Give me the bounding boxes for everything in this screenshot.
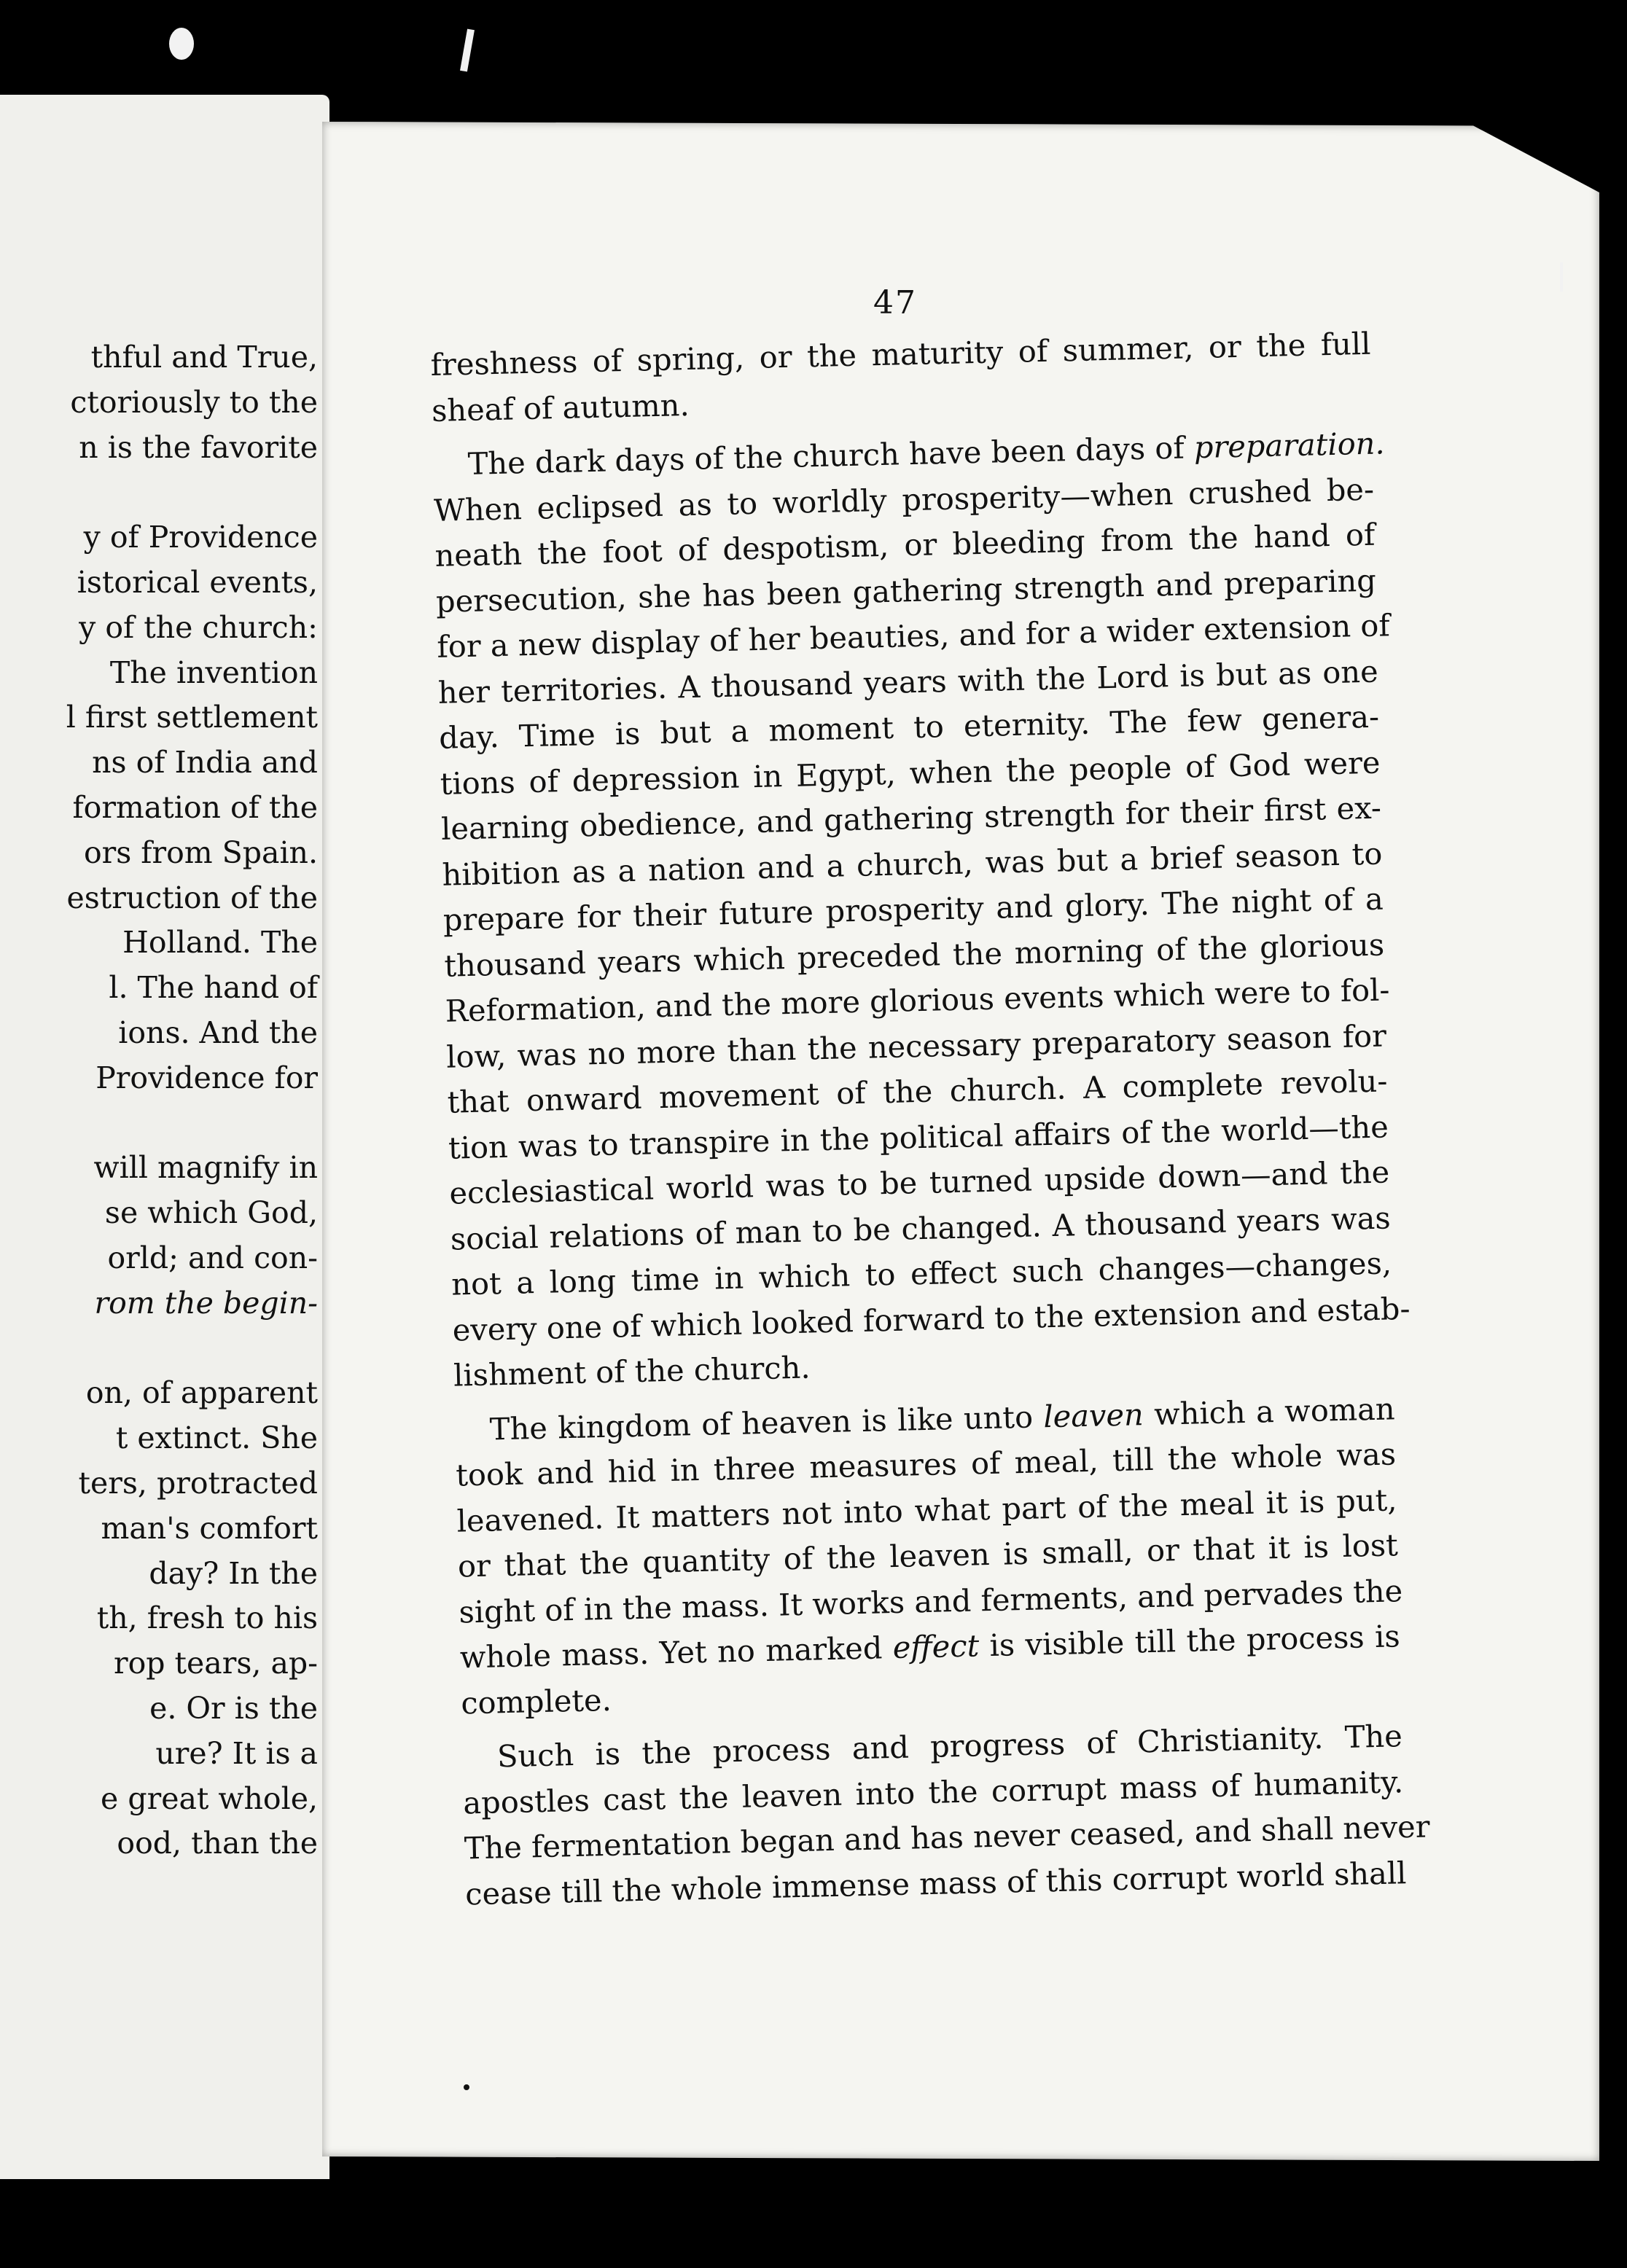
left-page-line: on, of apparent bbox=[85, 1375, 318, 1411]
top-blot-mark bbox=[169, 28, 194, 60]
text-line: The fermentation began and has never ceased, and shall never bbox=[464, 1808, 1431, 1866]
text-line: her territories. A thousand years with the Lord is but as one bbox=[437, 653, 1379, 711]
text-line: low, was no more than the necessary preparatory season for bbox=[445, 1017, 1387, 1075]
left-page-line: ns of India and bbox=[92, 745, 318, 781]
text-line: every one of which looked forward to the extension and estab- bbox=[452, 1290, 1411, 1348]
text-line: took and hid in three measures of meal, till the whole was bbox=[455, 1436, 1397, 1493]
left-page-line: thful and True, bbox=[90, 340, 318, 375]
left-page-line: man's comfort bbox=[101, 1510, 318, 1546]
italic-word: effect bbox=[892, 1627, 980, 1666]
left-page-line: ure? It is a bbox=[155, 1735, 318, 1771]
page-number: 47 bbox=[873, 284, 917, 321]
text-line: complete. bbox=[460, 1681, 612, 1721]
text-line: cease till the whole immense mass of this corrupt world shall bbox=[464, 1854, 1407, 1912]
margin-dot bbox=[464, 2084, 469, 2090]
text-line: or that the quantity of the leaven is small, or that it is lost bbox=[457, 1527, 1399, 1584]
left-page-line bbox=[0, 1101, 318, 1146]
left-page-line: ors from Spain. bbox=[83, 834, 318, 870]
left-page-line: t extinct. She bbox=[115, 1420, 318, 1456]
page-corner-curl bbox=[1462, 120, 1601, 193]
margin-tick-mark bbox=[1560, 262, 1563, 292]
left-page-line: The invention bbox=[109, 654, 318, 690]
text-fragment: which a woman bbox=[1143, 1390, 1396, 1432]
text-line: When eclipsed as to worldly prosperity—when crushed be- bbox=[433, 471, 1375, 528]
text-line: hibition as a nation and a church, was but a brief season to bbox=[442, 835, 1383, 893]
left-page-text bbox=[0, 335, 318, 1866]
text-line: tions of depression in Egypt, when the people of God were bbox=[440, 744, 1381, 802]
italic-word: preparation. bbox=[1193, 425, 1386, 466]
left-page-line: n is the favorite bbox=[79, 429, 318, 465]
left-page-line: Holland. The bbox=[122, 925, 318, 961]
left-page-line: rop tears, ap- bbox=[114, 1646, 318, 1681]
left-page-line: formation of the bbox=[72, 789, 318, 825]
text-line: apostles cast the leaven into the corrupt mass of humanity. bbox=[462, 1763, 1404, 1821]
text-line: thousand years which preceded the morning of the glorious bbox=[443, 926, 1385, 984]
text-line: sight of in the mass. It works and ferments, and pervades the bbox=[458, 1572, 1403, 1630]
left-page-line: ood, than the bbox=[117, 1826, 318, 1861]
paragraph-4 bbox=[461, 1713, 1431, 1917]
left-page-line: y of the church: bbox=[79, 609, 318, 645]
left-page-line: ions. And the bbox=[118, 1014, 318, 1050]
left-page-line: estruction of the bbox=[66, 880, 318, 915]
left-page-line bbox=[0, 1326, 318, 1372]
paragraph-2 bbox=[432, 421, 1411, 1399]
left-page-line: l first settlement bbox=[66, 700, 318, 735]
left-page-line: ters, protracted bbox=[78, 1465, 318, 1501]
left-page-line bbox=[0, 470, 318, 515]
left-page-line: day? In the bbox=[149, 1555, 318, 1591]
left-page-line: e great whole, bbox=[101, 1780, 318, 1816]
left-page-line: e. Or is the bbox=[149, 1690, 318, 1726]
text-line: day. Time is but a moment to eternity. The few genera- bbox=[438, 698, 1380, 756]
left-page-line: Providence for bbox=[95, 1060, 318, 1095]
text-line: ecclesiastical world was to be turned upside down—and the bbox=[448, 1154, 1390, 1211]
text-line: leavened. It matters not into what part of the meal it is put, bbox=[456, 1481, 1397, 1539]
text-fragment: The dark days of the church have been days of bbox=[467, 429, 1195, 482]
italic-word: leaven bbox=[1042, 1396, 1144, 1434]
left-page-line: l. The hand of bbox=[109, 970, 318, 1006]
text-line: sheaf of autumn. bbox=[431, 386, 690, 429]
text-line: that onward movement of the church. A complete revolu- bbox=[447, 1063, 1388, 1120]
top-tick-mark bbox=[460, 29, 475, 72]
text-line: lishment of the church. bbox=[453, 1349, 811, 1393]
text-line: neath the foot of despotism, or bleeding from the hand of bbox=[434, 516, 1376, 574]
paragraph-3 bbox=[454, 1386, 1402, 1727]
left-page-line: ctoriously to the bbox=[70, 384, 318, 420]
text-line: Such is the process and progress of Christianity. The bbox=[496, 1718, 1403, 1775]
text-line: freshness of spring, or the maturity of summer, or the full bbox=[430, 325, 1371, 383]
text-line: social relations of man to be changed. A thousand years was bbox=[450, 1199, 1392, 1257]
left-page-line: rom the begin- bbox=[94, 1285, 318, 1321]
text-line: learning obedience, and gathering strength for their first ex- bbox=[440, 789, 1382, 847]
left-page bbox=[0, 95, 329, 2179]
text-line: persecution, she has been gathering strength and preparing bbox=[435, 562, 1377, 619]
left-page-line: will magnify in bbox=[93, 1150, 318, 1186]
text-line: tion was to transpire in the political affairs of the world—the bbox=[448, 1108, 1389, 1166]
left-page-line: y of Providence bbox=[83, 520, 318, 555]
left-page-line: th, fresh to his bbox=[96, 1600, 318, 1636]
text-line: prepare for their future prosperity and glory. The night of a bbox=[442, 880, 1384, 938]
text-line: for a new display of her beauties, and for a wider extension of bbox=[436, 607, 1391, 665]
left-page-line: se which God, bbox=[104, 1195, 318, 1231]
page-body bbox=[430, 321, 1431, 1917]
text-fragment: whole mass. Yet no marked bbox=[459, 1630, 894, 1675]
text-fragment: is visible till the process is bbox=[978, 1618, 1401, 1664]
left-page-line: orld; and con- bbox=[107, 1240, 318, 1275]
text-fragment: The kingdom of heaven is like unto bbox=[489, 1398, 1044, 1447]
text-line: not a long time in which to effect such changes—changes, bbox=[450, 1245, 1392, 1302]
left-page-line: istorical events, bbox=[77, 564, 318, 600]
text-line: Reformation, and the more glorious events which were to fol- bbox=[445, 971, 1390, 1029]
